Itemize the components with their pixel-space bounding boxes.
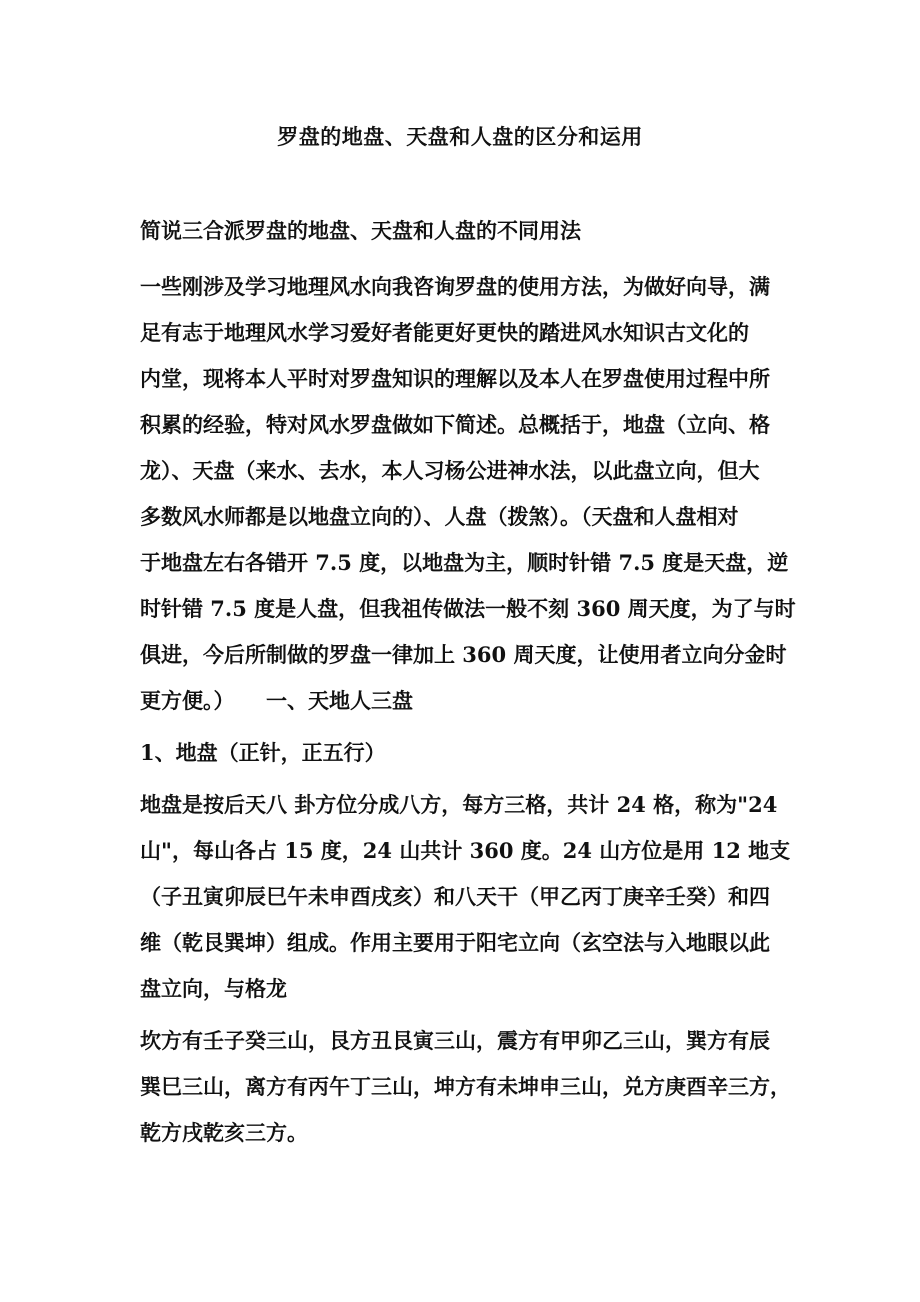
section-heading: 1、地盘（正针，正五行） bbox=[140, 740, 386, 765]
document-title: 罗盘的地盘、天盘和人盘的区分和运用 bbox=[277, 124, 643, 149]
text-line: 维（乾艮巽坤）组成。作用主要用于阳宅立向（玄空法与入地眼以此 bbox=[140, 930, 770, 955]
text-line: 坎方有壬子癸三山，艮方丑艮寅三山，震方有甲卯乙三山，巽方有辰 bbox=[140, 1028, 770, 1053]
text-line: 内堂，现将本人平时对罗盘知识的理解以及本人在罗盘使用过程中所 bbox=[140, 366, 770, 391]
text-line: （子丑寅卯辰巳午未申酉戌亥）和八天干（甲乙丙丁庚辛壬癸）和四 bbox=[140, 884, 770, 909]
text-line: 盘立向，与格龙 bbox=[140, 976, 287, 1001]
text-line: 积累的经验，特对风水罗盘做如下简述。总概括于，地盘（立向、格 bbox=[140, 412, 770, 437]
text-line: 一些刚涉及学习地理风水向我咨询罗盘的使用方法，为做好向导，满 bbox=[140, 274, 770, 299]
text-line: 山"，每山各占 15 度，24 山共计 360 度。24 山方位是用 12 地支 bbox=[140, 838, 791, 863]
text-line: 巽巳三山，离方有丙午丁三山，坤方有未坤申三山，兑方庚酉辛三方， bbox=[140, 1074, 791, 1099]
text-line: 乾方戌乾亥三方。 bbox=[140, 1120, 308, 1145]
text-line: 足有志于地理风水学习爱好者能更好更快的踏进风水知识古文化的 bbox=[140, 320, 749, 345]
section-title: 简说三合派罗盘的地盘、天盘和人盘的不同用法 bbox=[140, 218, 581, 243]
text-line: 于地盘左右各错开 7.5 度，以地盘为主，顺时针错 7.5 度是天盘，逆 bbox=[140, 550, 789, 575]
text-line: 俱进，今后所制做的罗盘一律加上 360 周天度，让使用者立向分金时 bbox=[140, 642, 787, 667]
text-line: 地盘是按后天八 卦方位分成八方，每方三格，共计 24 格，称为"24 bbox=[140, 792, 778, 817]
text-line: 时针错 7.5 度是人盘，但我祖传做法一般不刻 360 周天度，为了与时 bbox=[140, 596, 796, 621]
text-line: 更方便。） 一、天地人三盘 bbox=[140, 688, 413, 713]
text-line: 多数风水师都是以地盘立向的）、人盘（拨煞）。（天盘和人盘相对 bbox=[140, 504, 739, 529]
text-line: 龙）、天盘（来水、去水，本人习杨公进神水法，以此盘立向，但大 bbox=[140, 458, 760, 483]
